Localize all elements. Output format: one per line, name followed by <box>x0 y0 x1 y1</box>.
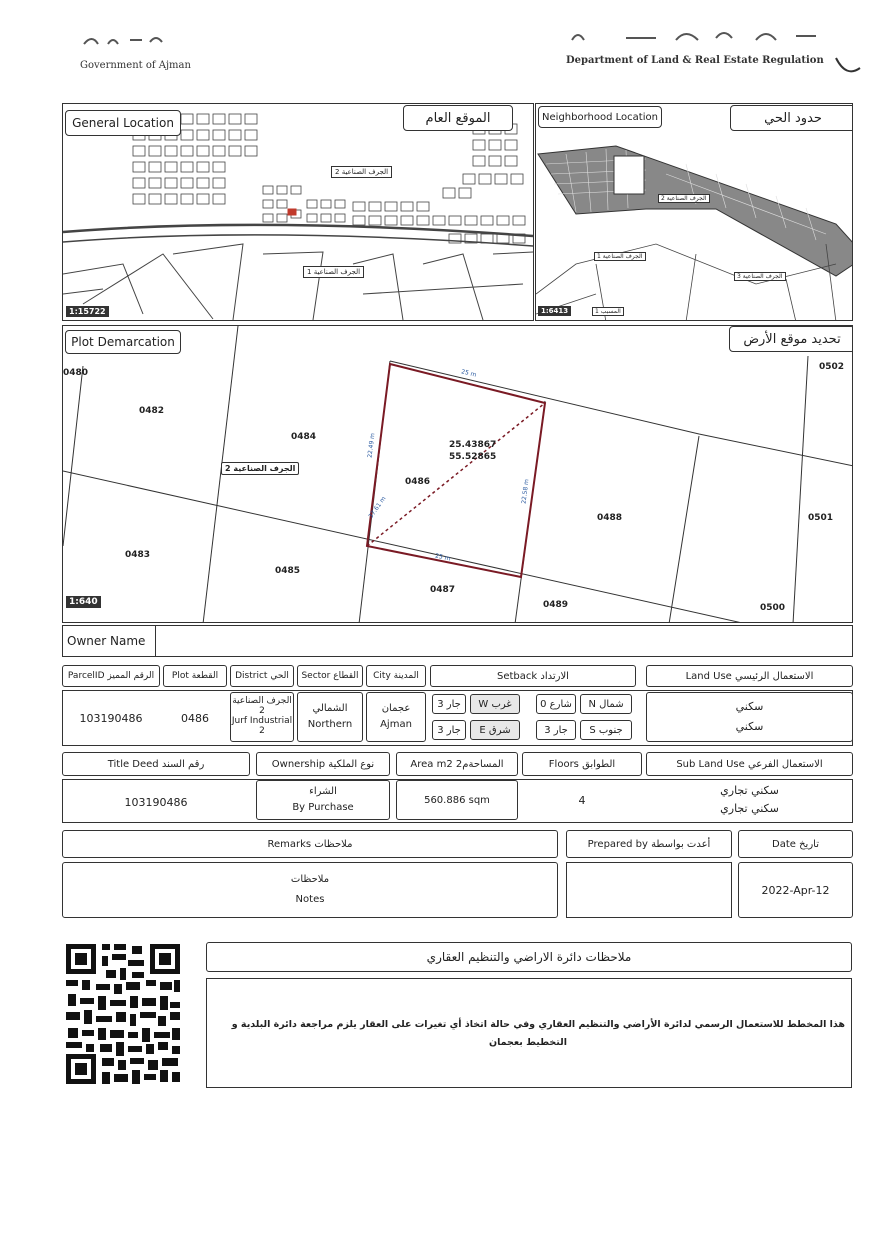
title-deed-value: 103190486 <box>124 796 188 809</box>
sector-value-en: Northern <box>307 719 353 730</box>
dlrer-notes-line2: التخطيط بعجمان <box>489 1037 567 1048</box>
plot-drawing <box>63 326 853 623</box>
neighborhood-scale-badge: 1:6413 <box>538 306 571 316</box>
sub-land-use-value-1: سكني تجاري <box>720 784 779 797</box>
plot-dim-bottom: 25 m <box>434 552 451 563</box>
neighborhood-map-drawing <box>536 104 853 321</box>
plot-scale-badge: 1:640 <box>66 596 101 608</box>
owner-name-divider <box>155 626 156 656</box>
plot-number-0487: 0487 <box>430 585 456 595</box>
dlrer-notes-title: ملاحظات دائرة الاراضي والتنظيم العقاري <box>206 942 852 972</box>
neighborhood-area-label-1: الجرف الصناعية 1 <box>594 252 646 261</box>
header-logo-dept <box>566 24 836 48</box>
neighborhood-location-map <box>535 103 853 321</box>
sub-land-use-label: Sub Land Use الاستعمال الفرعي <box>646 752 853 776</box>
remarks-notes-ar: ملاحظات <box>290 874 330 885</box>
date-value-box <box>738 862 853 918</box>
plot-demarcation-map <box>62 325 853 623</box>
plot-number-0501: 0501 <box>808 513 834 523</box>
plot-demarcation-label-ar: تحديد موقع الأرض <box>729 326 853 352</box>
general-area-label-1: الجرف الصناعية 1 <box>303 266 364 278</box>
plot-dim-diagonal: 37.61 m <box>367 495 388 520</box>
plot-number-0483: 0483 <box>125 550 151 560</box>
plot-dim-right: 22.58 m <box>520 478 531 505</box>
plot-number-0480: 0480 <box>63 368 89 378</box>
owner-name-label: Owner Name <box>67 634 146 648</box>
prepared-by-label: Prepared by أعدت بواسطة <box>566 830 732 858</box>
ownership-value-en: By Purchase <box>292 802 354 813</box>
land-use-values-box <box>646 692 853 742</box>
ownership-value-box <box>256 780 390 820</box>
setback-south-label: جنوب S <box>580 720 632 740</box>
city-value-box <box>366 692 426 742</box>
prepared-by-value-box <box>566 862 732 918</box>
plot-number-0486: 0486 <box>405 477 431 487</box>
plot-number-0500: 0500 <box>760 603 786 613</box>
setback-west-value: جار 3 <box>432 694 466 714</box>
setback-east-value: جار 3 <box>432 720 466 740</box>
dlrer-notes-box <box>206 978 852 1088</box>
dlrer-notes-line1: هذا المخطط للاستعمال الرسمي لدائرة الأراضي والتنظيم العقاري وفي حالة اتخاذ أي تغيرات على العقار يلزم مراجعة دائرة البلدية و <box>231 1019 845 1030</box>
neighborhood-location-label-en: Neighborhood Location <box>538 106 662 128</box>
land-use-value-1: سكني <box>735 700 764 714</box>
remarks-notes-en: Notes <box>295 894 325 905</box>
parcel-id-label: ParcelID الرقم المميز <box>62 665 160 687</box>
district-label: District الحي <box>230 665 294 687</box>
neighborhood-area-label-3: الجرف الصناعية 3 <box>734 272 786 281</box>
plot-dim-top: 25 m <box>460 368 478 379</box>
neighborhood-area-label-sub: المسبب 1 <box>592 307 624 316</box>
plot-demarcation-label-en: Plot Demarcation <box>65 330 181 354</box>
plot-value: 0486 <box>181 712 209 725</box>
district-value-ar: الجرف الصناعية 2 <box>232 696 292 717</box>
plot-coord-lon: 55.52865 <box>449 452 497 462</box>
date-label: Date تاريخ <box>738 830 853 858</box>
general-location-map <box>62 103 534 321</box>
land-use-value-2: سكني <box>735 720 764 733</box>
district-value-en: Jurf Industrial 2 <box>231 716 293 736</box>
remarks-label: Remarks ملاحظات <box>62 830 558 858</box>
district-value-box <box>230 692 294 742</box>
city-value-en: Ajman <box>380 719 412 730</box>
floors-label: Floors الطوابق <box>522 752 642 776</box>
sub-land-use-value-2: سكني تجاري <box>720 801 779 815</box>
general-map-drawing <box>63 104 534 321</box>
qr-code-graphic <box>62 940 184 1088</box>
title-deed-label: Title Deed رقم السند <box>62 752 250 776</box>
setback-label: Setback الارتداد <box>430 665 636 687</box>
setback-south-value: جار 3 <box>536 720 576 740</box>
city-label: City المدينة <box>366 665 426 687</box>
city-value-ar: عجمان <box>381 703 411 714</box>
general-scale-badge: 1:15722 <box>66 306 109 317</box>
plot-number-0502: 0502 <box>819 362 845 372</box>
remarks-notes-box <box>62 862 558 918</box>
general-area-label-2: الجرف الصناعية 2 <box>331 166 392 178</box>
general-location-label-ar: الموقع العام <box>403 105 513 131</box>
plot-coord-lat: 25.43867 <box>449 440 497 450</box>
sector-label: Sector القطاع <box>297 665 363 687</box>
date-value: 2022-Apr-12 <box>761 883 830 897</box>
neighborhood-area-label-2: الجرف الصناعية 2 <box>658 194 710 203</box>
setback-east-label: شرق E <box>470 720 520 740</box>
header-emblem-curve <box>832 52 862 80</box>
plot-dim-left: 22.49 m <box>366 432 377 459</box>
setback-north-label: شمال N <box>580 694 632 714</box>
plot-number-0482: 0482 <box>139 406 165 416</box>
department-name: Department of Land & Real Estate Regulation <box>566 55 824 66</box>
area-value: 560.886 sqm <box>424 794 490 806</box>
plot-number-0484: 0484 <box>291 432 317 442</box>
ownership-value-ar: الشراء <box>309 786 337 797</box>
government-name: Government of Ajman <box>80 60 191 71</box>
plot-district-tag: الجرف الصناعية 2 <box>221 462 299 475</box>
plot-label: Plot القطعة <box>163 665 227 687</box>
qr-code <box>62 940 184 1088</box>
setback-west-label: غرب W <box>470 694 520 714</box>
ownership-label: Ownership نوع الملكية <box>256 752 390 776</box>
neighborhood-location-label-ar: حدود الحي <box>730 105 853 131</box>
plot-number-0488: 0488 <box>597 513 623 523</box>
setback-north-value: شارع 0 <box>536 694 576 714</box>
sub-land-use-values <box>646 782 853 817</box>
plot-number-0489: 0489 <box>543 600 569 610</box>
area-value-box <box>396 780 518 820</box>
parcel-id-value: 103190486 <box>79 712 143 725</box>
sector-value-ar: الشمالي <box>312 703 348 714</box>
sector-value-box <box>297 692 363 742</box>
floors-value: 4 <box>578 794 586 807</box>
land-use-label: Land Use الاستعمال الرئيسي <box>646 665 853 687</box>
area-label: Area m2 المساحةم2 <box>396 752 518 776</box>
owner-name-row <box>62 625 853 657</box>
general-location-label-en: General Location <box>65 110 181 136</box>
plot-number-0485: 0485 <box>275 566 301 576</box>
header-logo-ajman <box>80 30 190 48</box>
